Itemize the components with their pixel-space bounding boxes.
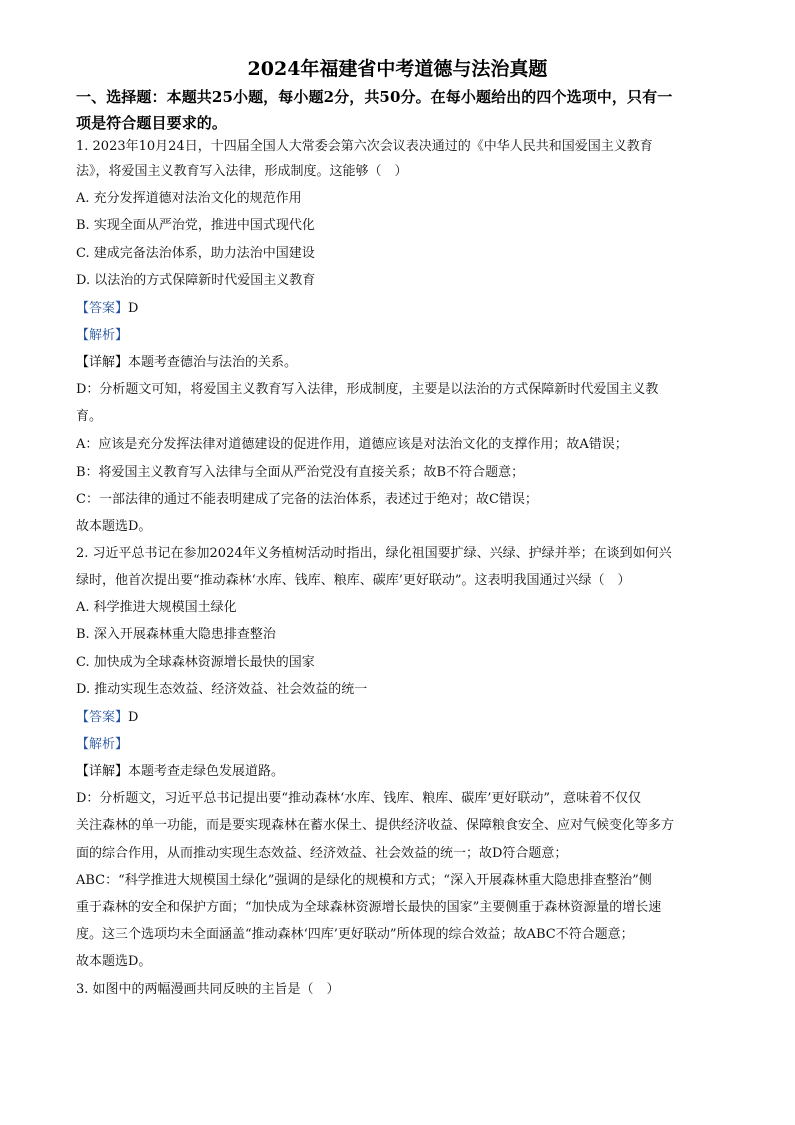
section-heading-line-1: 一、选择题：本题共25小题，每小题2分，共50分。在每小题给出的四个选项中，只有一 — [76, 88, 673, 106]
section-heading-line-2: 项是符合题目要求的。 — [76, 114, 228, 132]
q1-explain-line-4: B：将爱国主义教育写入法律与全面从严治党没有直接关系；故B不符合题意； — [76, 465, 525, 480]
q2-detail-label: 【详解】 — [76, 764, 129, 779]
q2-answer-value: D — [128, 710, 139, 725]
q1-explain-line-1: D：分析题文可知，将爱国主义教育写入法律，形成制度，主要是以法治的方式保障新时代爱国主义教 — [76, 382, 659, 397]
q1-explain-line-3: A：应该是充分发挥法律对道德建设的促进作用，道德应该是对法治文化的支撑作用；故A错误； — [76, 437, 628, 452]
q1-answer — [76, 300, 138, 317]
q2-option-b: B. 深入开展森林重大隐患排查整治 — [76, 627, 276, 642]
q2-option-a: A. 科学推进大规模国土绿化 — [76, 600, 237, 615]
q1-detail — [76, 354, 297, 371]
q1-detail-first: 本题考查德治与法治的关系。 — [128, 355, 298, 370]
q1-option-d: D. 以法治的方式保障新时代爱国主义教育 — [76, 273, 316, 288]
q1-option-c: C. 建成完备法治体系，助力法治中国建设 — [76, 246, 315, 261]
q2-answer — [76, 709, 138, 726]
q1-detail-label: 【详解】 — [76, 355, 129, 370]
q2-explain-line-1: D：分析题文，习近平总书记提出要“推动森林‘水库、钱库、粮库、碳库’更好联动”，意味着不仅仅 — [76, 791, 641, 806]
q1-explain-line-5: C：一部法律的通过不能表明建成了完备的法治体系，表述过于绝对；故C错误； — [76, 492, 538, 507]
q1-analysis-label: 【解析】 — [76, 328, 129, 343]
q1-explain-line-6: 故本题选D。 — [76, 519, 152, 534]
q1-answer-value: D — [128, 301, 139, 316]
q1-option-a: A. 充分发挥道德对法治文化的规范作用 — [76, 191, 302, 206]
q2-option-c: C. 加快成为全球森林资源增长最快的国家 — [76, 655, 315, 670]
q2-detail-first: 本题考查走绿色发展道路。 — [128, 764, 285, 779]
q2-stem-line-1: 2. 习近平总书记在参加2024年义务植树活动时指出，绿化祖国要扩绿、兴绿、护绿并举；在谈到如何兴 — [76, 546, 672, 561]
page-title: 2024年福建省中考道德与法治真题 — [247, 58, 548, 80]
q2-explain-line-5: 重于森林的安全和保护方面；“加快成为全球森林资源增长最快的国家”主要侧重于森林资源量的增长速 — [76, 900, 662, 915]
q1-explain-line-2: 育。 — [76, 409, 103, 424]
q2-explain-line-6: 度。这三个选项均未全面涵盖“推动森林‘四库’更好联动”所体现的综合效益；故ABC不符合题意； — [76, 927, 634, 942]
q2-option-d: D. 推动实现生态效益、经济效益、社会效益的统一 — [76, 682, 368, 697]
q3-stem: 3. 如图中的两幅漫画共同反映的主旨是（ ） — [76, 982, 340, 997]
q1-stem-line-2: 法》，将爱国主义教育写入法律，形成制度。这能够（ ） — [76, 164, 408, 179]
q2-answer-label: 【答案】 — [76, 710, 129, 725]
q2-stem-line-2: 绿时，他首次提出要“推动森林‘水库、钱库、粮库、碳库’更好联动”。这表明我国通过兴绿（ ） — [76, 573, 631, 588]
q2-explain-line-7: 故本题选D。 — [76, 954, 152, 969]
q2-explain-line-2: 关注森林的单一功能，而是要实现森林在蓄水保土、提供经济收益、保障粮食安全、应对气候变化等多方 — [76, 818, 675, 833]
q1-option-b: B. 实现全面从严治党，推进中国式现代化 — [76, 218, 315, 233]
q2-detail — [76, 763, 284, 780]
q1-answer-label: 【答案】 — [76, 301, 129, 316]
q1-stem-line-1: 1. 2023年10月24日，十四届全国人大常委会第六次会议表决通过的《中华人民共和国爱国主义教育 — [76, 139, 653, 154]
q2-explain-line-3: 面的综合作用，从而推动实现生态效益、经济效益、社会效益的统一；故D符合题意； — [76, 846, 568, 861]
q2-analysis-label: 【解析】 — [76, 737, 129, 752]
q2-explain-line-4: ABC：“科学推进大规模国土绿化”强调的是绿化的规模和方式；“深入开展森林重大隐患排查整治”侧 — [76, 873, 652, 888]
